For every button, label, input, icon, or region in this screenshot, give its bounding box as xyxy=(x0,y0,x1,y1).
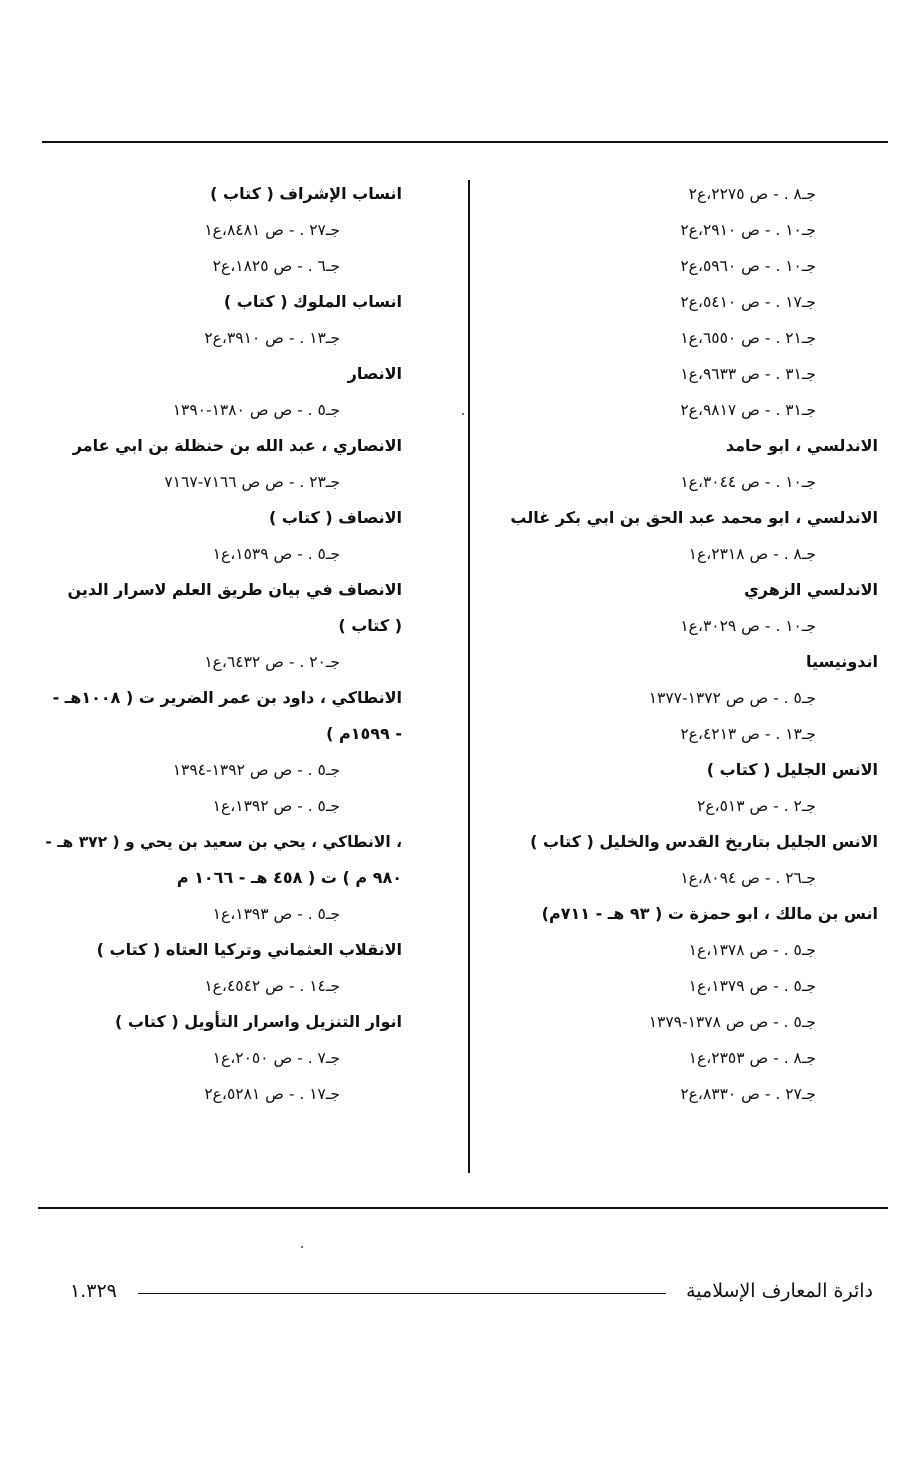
index-reference: جـ٢١ . - ص ٦٥٥٠،ع١ xyxy=(680,329,816,347)
index-entry-heading: الاندلسي ، ابو حامد xyxy=(725,436,878,455)
index-reference: جـ٥ . - ص ١٣٩٢،ع١ xyxy=(212,797,340,815)
index-reference: جـ١٠ . - ص ٣٠٤٤،ع١ xyxy=(680,473,816,491)
index-reference: جـ٥ . - ص ص ١٣٩٢-١٣٩٤ xyxy=(172,761,340,779)
index-reference: جـ١٠ . - ص ٢٩١٠،ع٢ xyxy=(680,221,816,239)
index-reference: جـ٥ . - ص ١٣٧٨،ع١ xyxy=(688,941,816,959)
index-reference: جـ٥ . - ص ١٣٧٩،ع١ xyxy=(688,977,816,995)
index-entry-heading: الانطاكي ، داود بن عمر الضرير ت ( ١٠٠٨هـ - xyxy=(52,688,402,707)
index-reference: جـ٨ . - ص ٢٣٥٣،ع١ xyxy=(688,1049,816,1067)
index-reference: جـ٣١ . - ص ٩٨١٧،ع٢ xyxy=(680,401,816,419)
index-reference: جـ٢ . - ص ٥١٣،ع٢ xyxy=(697,797,816,815)
footer-dash-line xyxy=(138,1293,666,1294)
index-entry-heading: الانس الجليل بتاريخ القدس والخليل ( كتاب ) xyxy=(530,832,878,851)
index-reference: جـ٥ . - ص ص ١٣٧٨-١٣٧٩ xyxy=(648,1013,816,1031)
index-entry-heading: الانصاف ( كتاب ) xyxy=(268,508,402,527)
index-reference: جـ١٣ . - ص ٣٩١٠،ع٢ xyxy=(204,329,340,347)
scan-speck xyxy=(301,1246,303,1248)
index-entry-heading: الاندلسي ، ابو محمد عبد الحق بن ابي بكر غالب xyxy=(510,508,878,527)
index-entry-heading: - ١٥٩٩م ) xyxy=(326,724,402,743)
index-reference: جـ١٠ . - ص ٥٩٦٠،ع٢ xyxy=(680,257,816,275)
index-entry-heading: ( كتاب ) xyxy=(338,616,402,635)
index-reference: جـ٢٧ . - ص ٨٣٣٠،ع٢ xyxy=(680,1085,816,1103)
index-reference: جـ١٧ . - ص ٥٤١٠،ع٢ xyxy=(680,293,816,311)
column-divider xyxy=(468,180,470,1173)
index-column-right xyxy=(478,176,878,1112)
top-rule xyxy=(42,141,888,143)
index-reference: جـ٥ . - ص ص ١٣٧٢-١٣٧٧ xyxy=(648,689,816,707)
index-reference: جـ١٠ . - ص ٣٠٢٩،ع١ xyxy=(680,617,816,635)
index-reference: جـ٨ . - ص ٢٣١٨،ع١ xyxy=(688,545,816,563)
index-entry-heading: الانس الجليل ( كتاب ) xyxy=(706,760,878,779)
index-entry-heading: انس بن مالك ، ابو حمزة ت ( ٩٣ هـ - ٧١١م) xyxy=(541,904,878,923)
index-reference: جـ٥ . - ص ص ١٣٨٠-١٣٩٠ xyxy=(172,401,340,419)
footer-title: دائرة المعارف الإسلامية xyxy=(686,1280,873,1302)
index-reference: جـ٧ . - ص ٢٠٥٠،ع١ xyxy=(212,1049,340,1067)
index-entry-heading: انوار التنزيل واسرار التأويل ( كتاب ) xyxy=(114,1012,402,1031)
index-reference: جـ١٣ . - ص ٤٢١٣،ع٢ xyxy=(680,725,816,743)
index-reference: جـ٥ . - ص ١٣٩٣،ع١ xyxy=(212,905,340,923)
index-reference: جـ٢٦ . - ص ٨٠٩٤،ع١ xyxy=(680,869,816,887)
index-reference: جـ٢٣ . - ص ص ٧١٦٦-٧١٦٧ xyxy=(164,473,340,491)
index-entry-heading: ٩٨٠ م ) ت ( ٤٥٨ هـ - ١٠٦٦ م xyxy=(176,868,402,887)
index-reference: جـ٦ . - ص ١٨٢٥،ع٢ xyxy=(212,257,340,275)
index-reference: جـ٥ . - ص ١٥٣٩،ع١ xyxy=(212,545,340,563)
scan-speck xyxy=(462,413,464,415)
page-number: ١.٣٢٩ xyxy=(70,1280,117,1302)
index-reference: جـ١٤ . - ص ٤٥٤٢،ع١ xyxy=(204,977,340,995)
index-entry-heading: اندونيسيا xyxy=(805,652,878,671)
index-reference: جـ١٧ . - ص ٥٢٨١،ع٢ xyxy=(204,1085,340,1103)
index-entry-heading: الانصاف في بيان طريق العلم لاسرار الدين xyxy=(67,580,402,599)
index-entry-heading: انساب الملوك ( كتاب ) xyxy=(223,292,402,311)
index-reference: جـ٢٧ . - ص ٨٤٨١،ع١ xyxy=(204,221,340,239)
index-entry-heading: انساب الإشراف ( كتاب ) xyxy=(210,184,402,203)
index-reference: جـ٨ . - ص ٢٢٧٥،ع٢ xyxy=(688,185,816,203)
index-column-left xyxy=(40,176,402,1112)
bottom-rule xyxy=(38,1207,888,1209)
index-entry-heading: الانصاري ، عبد الله بن حنظلة بن ابي عامر xyxy=(72,436,402,455)
index-reference: جـ٣١ . - ص ٩٦٣٣،ع١ xyxy=(680,365,816,383)
index-entry-heading: ، الانطاكي ، يحي بن سعيد بن يحي و ( ٣٧٢ هـ - xyxy=(45,833,402,851)
index-entry-heading: الاندلسي الزهري xyxy=(744,580,878,599)
index-reference: جـ٢٠ . - ص ٦٤٣٢،ع١ xyxy=(204,653,340,671)
index-entry-heading: الانصار xyxy=(347,364,402,383)
index-entry-heading: الانقلاب العثماني وتركيا العتاه ( كتاب ) xyxy=(96,940,402,959)
